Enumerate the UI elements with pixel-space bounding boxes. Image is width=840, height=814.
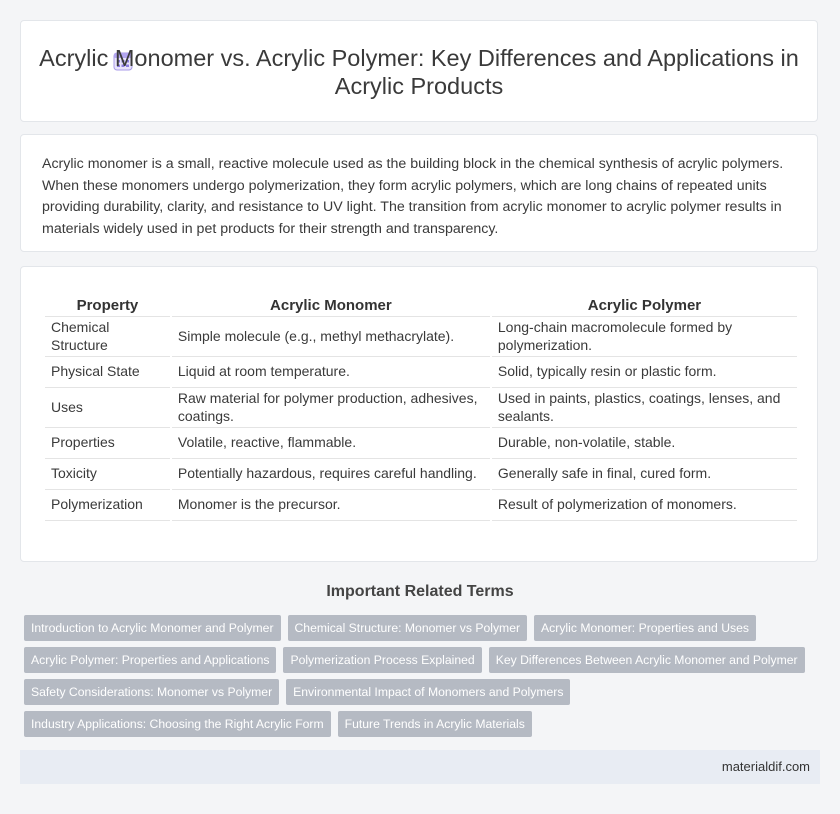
table-cell: Long-chain macromolecule formed by polymerization. [492,317,797,357]
table-row [45,317,797,357]
table-cell: Used in paints, plastics, coatings, lenses, and sealants. [492,388,797,428]
related-term-tag[interactable]: Future Trends in Acrylic Materials [338,711,532,737]
table-cell: Simple molecule (e.g., methyl methacrylate). [172,317,490,357]
table-cell: Volatile, reactive, flammable. [172,428,490,459]
footer [20,750,820,784]
intro-card [20,134,818,252]
table-cell: Uses [45,388,170,428]
table-cell: Monomer is the precursor. [172,490,490,521]
table-cell: Physical State [45,357,170,388]
table-cell: Potentially hazardous, requires careful handling. [172,459,490,490]
column-header: Acrylic Polymer [492,293,797,317]
related-term-tag[interactable]: Industry Applications: Choosing the Right Acrylic Form [24,711,331,737]
related-term-tag[interactable]: Safety Considerations: Monomer vs Polymer [24,679,279,705]
site-name[interactable]: materialdif.com [721,759,810,774]
comparison-table-card [20,266,818,562]
related-terms-heading: Important Related Terms [326,583,514,600]
header-card [20,20,818,122]
table-cell: Chemical Structure [45,317,170,357]
table-row [45,459,797,490]
table-cell: Solid, typically resin or plastic form. [492,357,797,388]
related-term-tag[interactable]: Acrylic Polymer: Properties and Applications [24,647,276,673]
column-header: Acrylic Monomer [172,293,490,317]
comparison-table [43,293,799,521]
table-cell: Polymerization [45,490,170,521]
related-term-tag[interactable]: Introduction to Acrylic Monomer and Polymer [24,615,281,641]
table-cell: Properties [45,428,170,459]
related-term-tag[interactable]: Environmental Impact of Monomers and Polymers [286,679,570,705]
related-term-tag[interactable]: Acrylic Monomer: Properties and Uses [534,615,756,641]
table-cell: Raw material for polymer production, adhesives, coatings. [172,388,490,428]
table-header-row [45,293,797,317]
intro-paragraph: Acrylic monomer is a small, reactive molecule used as the building block in the chemical synthesis of acrylic polymers. When these monomers undergo polymerization, they form acrylic polymers, which are long chains of repeated units providing durability, clarity, and resistance to UV light. The transition from acrylic monomer to acrylic polymer results in materials widely used in pet products for their strength and transparency. [42,156,784,237]
table-cell: Durable, non-volatile, stable. [492,428,797,459]
table-row [45,490,797,521]
table-cell: Liquid at room temperature. [172,357,490,388]
related-term-tag[interactable]: Key Differences Between Acrylic Monomer and Polymer [489,647,805,673]
page-title: Acrylic Monomer vs. Acrylic Polymer: Key Differences and Applications in Acrylic Products [39,45,799,99]
related-term-tag[interactable]: Chemical Structure: Monomer vs Polymer [288,615,528,641]
table-cell: Result of polymerization of monomers. [492,490,797,521]
table-row [45,428,797,459]
column-header: Property [45,293,170,317]
table-cell: Toxicity [45,459,170,490]
related-terms-tags [24,615,814,743]
related-term-tag[interactable]: Polymerization Process Explained [283,647,481,673]
table-row [45,388,797,428]
table-row [45,357,797,388]
table-cell: Generally safe in final, cured form. [492,459,797,490]
